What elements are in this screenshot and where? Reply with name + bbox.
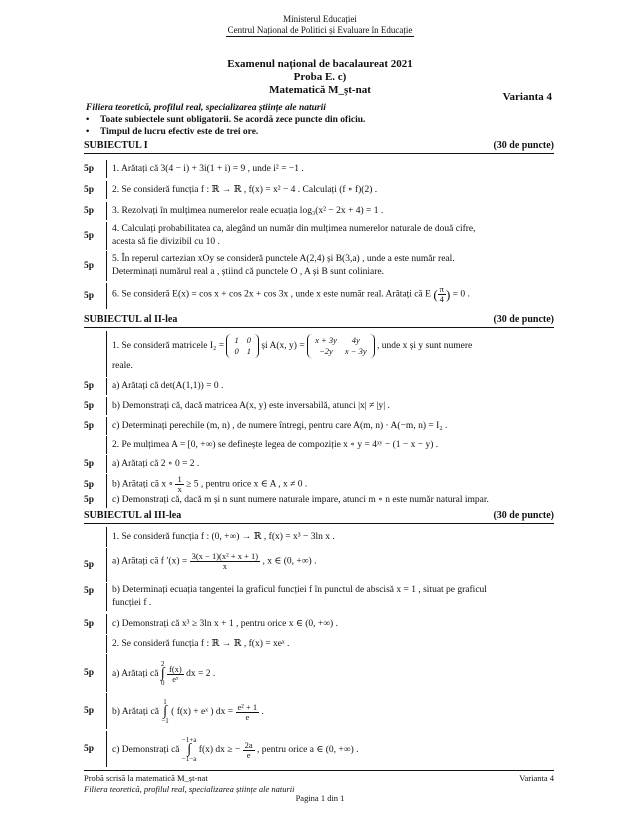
rules-list bbox=[86, 115, 365, 138]
question-s2-1c bbox=[84, 417, 554, 435]
fraction-numerator: 3(x − 1)(x² + x + 1) bbox=[191, 551, 259, 561]
integral-upper: 2 bbox=[160, 660, 165, 668]
integral-upper: 1 bbox=[163, 698, 167, 706]
matrix-cell: −2y bbox=[319, 346, 333, 356]
question-text: c) Demonstrați că bbox=[112, 745, 180, 756]
fraction-numerator: 2a bbox=[244, 739, 253, 750]
points-badge: 5p bbox=[84, 381, 95, 391]
exam-title: Examenul național de bacalaureat 2021 bbox=[227, 58, 413, 70]
section-points: (30 de puncte) bbox=[493, 140, 554, 151]
question-s3-1c bbox=[84, 614, 554, 634]
question-s2-2a bbox=[84, 455, 554, 473]
fraction-denominator: x bbox=[177, 484, 182, 494]
header-institution bbox=[0, 14, 640, 37]
integral-upper: −1+a bbox=[181, 736, 197, 744]
section-title: SUBIECTUL al II-lea bbox=[84, 314, 178, 325]
points-badge: 5p bbox=[84, 619, 95, 629]
fraction-numerator: 1 bbox=[177, 474, 182, 484]
ministry-name: Ministerul Educației bbox=[283, 14, 357, 24]
question-s3-2b bbox=[84, 693, 554, 729]
question-text-end: , x ∈ (0, +∞) . bbox=[262, 556, 317, 567]
matrix-cell: 0 bbox=[246, 335, 251, 345]
question-text: c) Demonstrați că x³ ≥ 3ln x + 1 , pentru orice x ∈ (0, +∞) . bbox=[112, 619, 338, 629]
question-text: a) Arătați că det(A(1,1)) = 0 . bbox=[112, 381, 224, 391]
integral-icon: ∫ bbox=[163, 704, 167, 719]
filiera-label: Filiera teoretică, profilul real, specializarea științe ale naturii bbox=[86, 103, 326, 113]
integral-icon: ∫ bbox=[160, 666, 165, 681]
points-badge: 5p bbox=[84, 586, 95, 596]
integral-lower: −1 bbox=[161, 717, 169, 725]
rule-item: • Toate subiectele sunt obligatorii. Se acordă zece puncte din oficiu. bbox=[86, 115, 365, 127]
page-footer bbox=[84, 770, 554, 794]
fraction-denominator: x bbox=[222, 561, 227, 571]
fraction-denominator: eˣ bbox=[172, 673, 179, 684]
question-text: 1. Se consideră funcția f : (0, +∞) → ℝ , f(x) = x³ − 3ln x . bbox=[112, 532, 335, 542]
question-text: a) Arătați că f ′(x) = bbox=[112, 556, 188, 567]
points-badge: 5p bbox=[84, 744, 95, 754]
question-text: c) Demonstrați că, dacă m și n sunt numere naturale impare, atunci m ∘ n este număr natural impar. bbox=[112, 495, 489, 505]
question-text: 2. Pe mulțimea A = [0, +∞) se definește legea de compoziție x ∘ y = 4ˣʸ − (1 − x − y) . bbox=[112, 440, 439, 450]
subject-label: Matematică M_șt-nat bbox=[269, 84, 371, 96]
points-badge: 5p bbox=[84, 261, 95, 271]
question-text: 1. Se consideră matricele I₂ = bbox=[112, 341, 225, 352]
matrix-cell: 0 bbox=[234, 346, 239, 356]
footer-filiera: Filiera teoretică, profilul real, specializarea științe ale naturii bbox=[84, 783, 295, 794]
footer-exam-label: Probă scrisă la matematică M_șt-nat bbox=[84, 773, 208, 783]
points-badge: 5p bbox=[84, 560, 95, 570]
points-badge: 5p bbox=[84, 291, 95, 301]
fraction-numerator: f(x) bbox=[169, 663, 182, 674]
question-text-end: , pentru orice a ∈ (0, +∞) . bbox=[257, 745, 359, 756]
rule-item: • Timpul de lucru efectiv este de trei ore. bbox=[86, 127, 365, 139]
variant-label: Varianta 4 bbox=[502, 91, 552, 103]
matrix-cell: 1 bbox=[234, 335, 239, 345]
section-points: (30 de puncte) bbox=[493, 314, 554, 325]
question-text: c) Determinați perechile (m, n) , de numere întregi, pentru care A(m, n) · A(−m, n) = I₂ . bbox=[112, 421, 448, 431]
matrix-i2 bbox=[226, 334, 259, 358]
question-text-cont: reale. bbox=[112, 361, 133, 371]
question-text: 1. Arătați că 3(4 − i) + 3i(1 + i) = 9 , unde i² = −1 . bbox=[112, 164, 304, 174]
question-text: ( f(x) + eˣ ) dx = bbox=[171, 707, 234, 718]
question-s1-6: 5p 6. Se consideră E(x) = cos x + cos 2x + cos 3x , unde x este număr real. Arătați că E ( $\frac{\pi}{4}$ ) = 0 . bbox=[84, 283, 554, 309]
question-text: 3. Rezolvați în mulțimea numerelor reale ecuația log₃(x² − 2x + 4) = 1 . bbox=[112, 206, 384, 216]
points-badge: 5p bbox=[84, 459, 95, 469]
question-text-cont: Determinați numărul real a , știind că punctele O , A și B sunt coliniare. bbox=[112, 267, 384, 277]
question-s3-1b bbox=[84, 583, 554, 611]
section-title: SUBIECTUL I bbox=[84, 140, 148, 151]
question-s1-4 bbox=[84, 222, 554, 250]
question-text: b) Arătați că bbox=[112, 707, 159, 718]
question-s1-5 bbox=[84, 251, 554, 281]
question-text: b) Determinați ecuația tangentei la graficul funcției f în punctul de abscisă x = 1 , situat pe graficul bbox=[112, 585, 487, 595]
points-badge: 5p bbox=[84, 421, 95, 431]
question-s3-1a bbox=[84, 548, 554, 582]
matrix-cell: 1 bbox=[246, 346, 251, 356]
question-s1-3 bbox=[84, 202, 554, 220]
section-header-2 bbox=[84, 314, 554, 328]
question-text-end: ≥ 5 , pentru orice x ∈ A , x ≠ 0 . bbox=[186, 479, 308, 490]
proba-label: Proba E. c) bbox=[293, 71, 347, 83]
points-badge: 5p bbox=[84, 401, 95, 411]
question-text: f(x) dx ≥ − bbox=[198, 745, 241, 756]
question-s1-2 bbox=[84, 181, 554, 199]
fraction-denominator: 4 bbox=[439, 294, 444, 304]
fraction-denominator: e bbox=[246, 749, 251, 760]
question-s2-1a bbox=[84, 378, 554, 395]
question-s2-1b bbox=[84, 397, 554, 415]
points-badge: 5p bbox=[84, 480, 95, 490]
center-name: Centrul Național de Politici și Evaluare în Educație bbox=[227, 25, 413, 35]
matrix-cell: 4y bbox=[351, 335, 360, 345]
question-s3-intro-2 bbox=[84, 635, 554, 653]
section-title: SUBIECTUL al III-lea bbox=[84, 510, 182, 521]
fraction-denominator: e bbox=[245, 711, 250, 722]
question-text: 5. În reperul cartezian xOy se consideră punctele A(2,4) și B(3,a) , unde a este număr real. bbox=[112, 254, 455, 264]
question-text: b) Arătați că x ∘ bbox=[112, 479, 174, 490]
points-badge: 5p bbox=[84, 206, 95, 216]
points-badge: 5p bbox=[84, 706, 95, 716]
footer-variant: Varianta 4 bbox=[519, 773, 554, 783]
section-points: (30 de puncte) bbox=[493, 510, 554, 521]
question-text: 4. Calculați probabilitatea ca, alegând un număr din mulțimea numerelor naturale de două cifre, bbox=[112, 224, 476, 234]
question-s3-2a bbox=[84, 654, 554, 692]
question-text: 6. Se consideră E(x) = cos x + cos 2x + cos 3x , unde x este număr real. Arătați că E bbox=[112, 289, 431, 300]
question-s3-intro-1 bbox=[84, 527, 554, 547]
integral-lower: −1−a bbox=[181, 755, 197, 763]
question-s2-2c bbox=[84, 492, 554, 508]
question-s1-1 bbox=[84, 160, 554, 178]
matrix-cell: x − 3y bbox=[344, 346, 367, 356]
points-badge: 5p bbox=[84, 164, 95, 174]
fraction-numerator: π bbox=[439, 284, 444, 294]
question-text-cont: funcției f . bbox=[112, 598, 152, 608]
points-badge: 5p bbox=[84, 231, 95, 241]
question-s3-2c bbox=[84, 731, 554, 767]
section-header-3 bbox=[84, 510, 554, 524]
question-s2-intro-1 bbox=[84, 331, 554, 377]
points-badge: 5p bbox=[84, 668, 95, 678]
points-badge: 5p bbox=[84, 495, 95, 505]
matrix-a bbox=[307, 334, 375, 358]
matrix-cell: x + 3y bbox=[315, 335, 337, 345]
question-text-end: . bbox=[261, 707, 264, 718]
question-text: și A(x, y) = bbox=[261, 341, 305, 352]
fraction-numerator: e² + 1 bbox=[237, 701, 258, 712]
question-text-end: dx = 2 . bbox=[186, 669, 216, 680]
integral-icon: ∫ bbox=[187, 742, 192, 757]
question-text: 2. Se consideră funcția f : ℝ → ℝ , f(x) = x² − 4 . Calculați (f ∘ f)(2) . bbox=[112, 185, 378, 195]
question-text: b) Demonstrați că, dacă matricea A(x, y) este inversabilă, atunci |x| ≠ |y| . bbox=[112, 401, 390, 411]
question-text: a) Arătați că 2 ∘ 0 = 2 . bbox=[112, 459, 200, 469]
question-text-cont: acesta să fie divizibil cu 10 . bbox=[112, 237, 220, 247]
integral-lower: 0 bbox=[160, 679, 165, 687]
question-s2-intro-2 bbox=[84, 436, 554, 454]
points-badge: 5p bbox=[84, 185, 95, 195]
question-text: , unde x și y sunt numere bbox=[377, 341, 473, 352]
question-text-end: = 0 . bbox=[452, 289, 470, 300]
section-header-1 bbox=[84, 140, 554, 154]
question-text: 2. Se consideră funcția f : ℝ → ℝ , f(x) = xeˣ . bbox=[112, 639, 290, 649]
page-number: Pagina 1 din 1 bbox=[295, 793, 345, 803]
question-text: a) Arătați că bbox=[112, 669, 159, 680]
